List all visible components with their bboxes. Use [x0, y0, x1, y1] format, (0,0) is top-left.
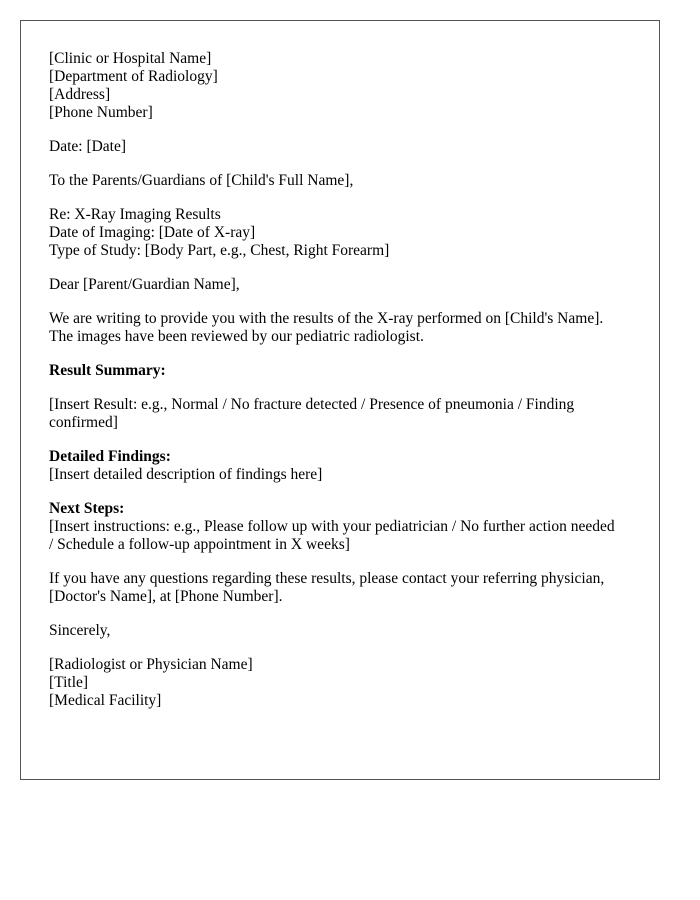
study-type: Type of Study: [Body Part, e.g., Chest, Right Forearm] — [49, 242, 390, 259]
detailed-findings-text: [Insert detailed description of findings here] — [49, 466, 323, 483]
letter-date: Date: [Date] — [49, 138, 127, 155]
recipient-line: To the Parents/Guardians of [Child's Full Name], — [49, 172, 354, 189]
reference-block — [49, 206, 631, 260]
next-steps-line-1: [Insert instructions: e.g., Please follow up with your pediatrician / No further action needed — [49, 518, 615, 535]
result-summary-heading: Result Summary: — [49, 362, 166, 379]
contact-line-1: If you have any questions regarding these results, please contact your referring physician, — [49, 570, 605, 587]
signer-name: [Radiologist or Physician Name] — [49, 656, 253, 673]
contact-paragraph — [49, 570, 631, 606]
letterhead — [49, 50, 631, 122]
letter-document — [20, 20, 660, 780]
result-summary-text — [49, 396, 631, 432]
signer-facility: [Medical Facility] — [49, 692, 162, 709]
clinic-address: [Address] — [49, 86, 111, 103]
next-steps-text — [49, 518, 631, 554]
intro-line-2: The images have been reviewed by our pediatric radiologist. — [49, 328, 424, 345]
clinic-name: [Clinic or Hospital Name] — [49, 50, 212, 67]
intro-line-1: We are writing to provide you with the results of the X-ray performed on [Child's Name]. — [49, 310, 604, 327]
department-name: [Department of Radiology] — [49, 68, 218, 85]
signature-block — [49, 656, 631, 710]
clinic-phone: [Phone Number] — [49, 104, 153, 121]
signer-title: [Title] — [49, 674, 89, 691]
result-summary-line-1: [Insert Result: e.g., Normal / No fracture detected / Presence of pneumonia / Finding — [49, 396, 575, 413]
subject-line: Re: X-Ray Imaging Results — [49, 206, 221, 223]
result-summary-line-2: confirmed] — [49, 414, 118, 431]
next-steps-line-2: / Schedule a follow-up appointment in X weeks] — [49, 536, 350, 553]
next-steps-heading: Next Steps: — [49, 500, 125, 517]
contact-line-2: [Doctor's Name], at [Phone Number]. — [49, 588, 283, 605]
intro-paragraph — [49, 310, 631, 346]
salutation: Dear [Parent/Guardian Name], — [49, 276, 240, 293]
imaging-date: Date of Imaging: [Date of X-ray] — [49, 224, 256, 241]
closing: Sincerely, — [49, 622, 111, 639]
detailed-findings-heading: Detailed Findings: — [49, 448, 171, 465]
